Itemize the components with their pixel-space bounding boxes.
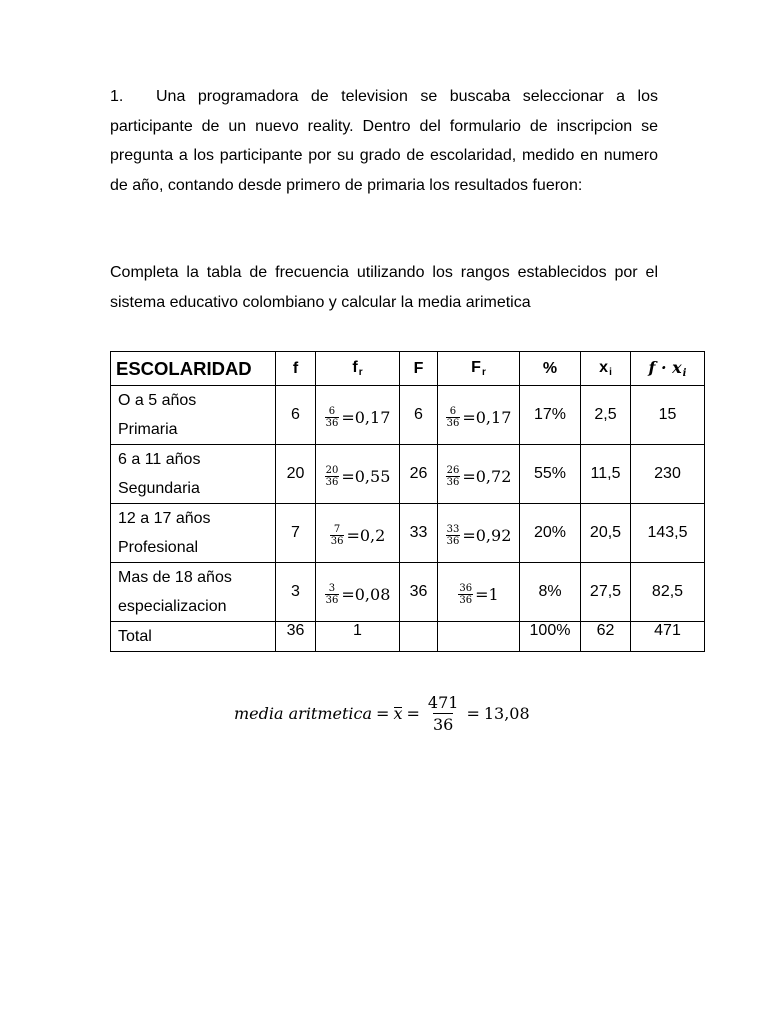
total-percent: 100% [520, 622, 581, 652]
mean-formula [234, 690, 530, 736]
cell-xi: 11,5 [581, 445, 631, 504]
cell-f-times-xi: 15 [631, 386, 705, 445]
cell-f-times-xi: 143,5 [631, 504, 705, 563]
formula-result: 13,08 [483, 703, 530, 723]
cell-F: 26 [400, 445, 438, 504]
total-f-times-xi: 471 [631, 622, 705, 652]
formula-fraction [428, 692, 459, 735]
problem-text: Una programadora de television se buscaba seleccionar a los participante de un nuevo reality. Dentro del formulario de inscripcion se pregunta a los participante por su grado de escolaridad, medido en numero de año, contando desde primero de primaria los resultados fueron: [110, 88, 658, 194]
cell-F: 6 [400, 386, 438, 445]
cell-percent: 20% [520, 504, 581, 563]
cell-f: 6 [276, 386, 316, 445]
header-Fr: $F_r$ [438, 352, 520, 386]
header-f: f [276, 352, 316, 386]
table-total-row [111, 622, 705, 652]
header-xi: $x_i$ [581, 352, 631, 386]
row-category: O a 5 años Primaria [111, 386, 276, 445]
header-fr: $f_r$ [316, 352, 400, 386]
table-row [111, 504, 705, 563]
cell-Fr: $\frac{33}{36}$ =0,92 [438, 504, 520, 563]
cell-fr: $\frac{20}{36}$ =0,55 [316, 445, 400, 504]
cell-Fr: $\frac{6}{36}$ =0,17 [438, 386, 520, 445]
problem-instruction: Completa la tabla de frecuencia utilizando los rangos establecidos por el sistema educativo colombiano y calcular la media arimetica [110, 264, 658, 311]
problem-statement [110, 82, 658, 200]
cell-F: 36 [400, 563, 438, 622]
cell-f: 20 [276, 445, 316, 504]
cell-xi: 20,5 [581, 504, 631, 563]
cell-f-times-xi: 82,5 [631, 563, 705, 622]
cell-f: 3 [276, 563, 316, 622]
header-f-times-xi: $f \cdot x_i$ [631, 352, 705, 386]
formula-equals: = [376, 703, 390, 723]
cell-xi: 2,5 [581, 386, 631, 445]
total-fr: 1 [316, 622, 400, 652]
total-label: Total [111, 622, 276, 652]
header-escolaridad: ESCOLARIDAD [111, 352, 276, 386]
formula-label: media aritmetica [234, 703, 373, 723]
cell-fr: $\frac{7}{36}$ =0,2 [316, 504, 400, 563]
cell-percent: 55% [520, 445, 581, 504]
formula-equals: = [466, 703, 480, 723]
cell-fr: $\frac{3}{36}$ =0,08 [316, 563, 400, 622]
table-row [111, 386, 705, 445]
table-header-row [111, 352, 705, 386]
total-f: 36 [276, 622, 316, 652]
table-row [111, 445, 705, 504]
cell-f: 7 [276, 504, 316, 563]
cell-percent: 17% [520, 386, 581, 445]
problem-number: 1. [110, 88, 124, 105]
cell-Fr: $\frac{36}{36}$ =1 [438, 563, 520, 622]
total-xi: 62 [581, 622, 631, 652]
cell-percent: 8% [520, 563, 581, 622]
formula-mean-symbol: x [393, 703, 403, 723]
total-Fr [438, 622, 520, 652]
row-category: 6 a 11 años Segundaria [111, 445, 276, 504]
table-row [111, 563, 705, 622]
row-category: Mas de 18 años especializacion [111, 563, 276, 622]
formula-equals: = [406, 703, 420, 723]
frequency-table [110, 351, 705, 652]
header-F: F [400, 352, 438, 386]
total-F [400, 622, 438, 652]
cell-fr: $\frac{6}{36}$ =0,17 [316, 386, 400, 445]
row-category: 12 a 17 años Profesional [111, 504, 276, 563]
formula-numerator: 471 [427, 692, 459, 712]
header-percent: % [520, 352, 581, 386]
cell-F: 33 [400, 504, 438, 563]
cell-Fr: $\frac{26}{36}$ =0,72 [438, 445, 520, 504]
cell-f-times-xi: 230 [631, 445, 705, 504]
formula-denominator: 36 [432, 714, 454, 734]
cell-xi: 27,5 [581, 563, 631, 622]
